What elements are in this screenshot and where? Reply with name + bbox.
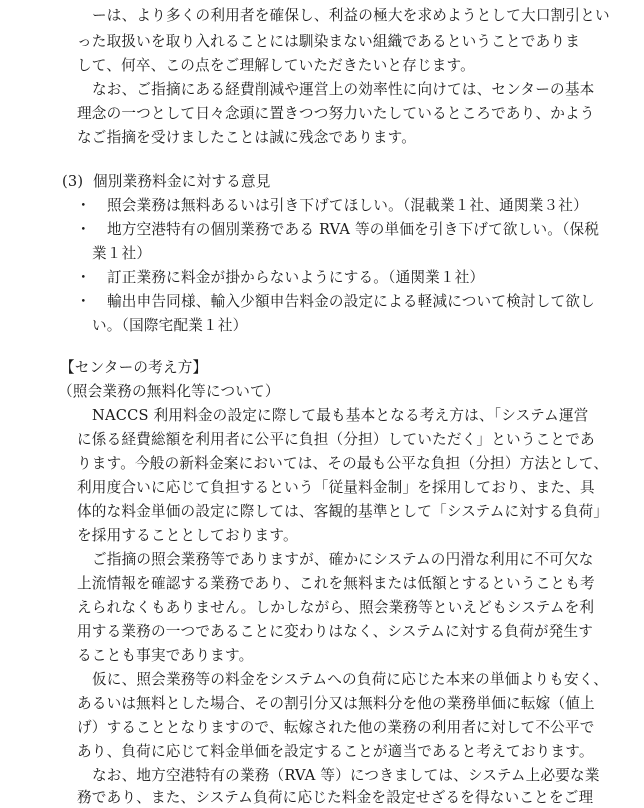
center-p2-line-2: 上流情報を確認する業務であり、これを無料または低額とするということも考: [77, 575, 595, 592]
para-nanoten-line-2: 理念の一つとして日々念頭に置きつつ努力いたしているところであり、かよう: [77, 105, 595, 122]
bullet-marker: ・: [76, 269, 91, 286]
center-p2-line-1: ご指摘の照会業務等でありますが、確かにシステムの円滑な利用に不可欠な: [92, 551, 594, 568]
center-p4-line-1: なお、地方空港特有の業務（RVA 等）につきましては、システム上必要な業: [92, 767, 600, 784]
bullet-4-line-1: 輸出申告同様、輸入少額申告料金の設定による軽減について検討して欲し: [107, 293, 595, 310]
intro-line-3: して、何卒、この点をご理解していただきたいと存じます。: [77, 57, 475, 74]
center-view-heading: 【センターの考え方】: [60, 359, 208, 376]
intro-line-1: ーは、より多くの利用者を確保し、利益の極大を求めようとして大口割引とい: [92, 7, 610, 24]
bullet-4-line-2: い。（国際宅配業１社）: [92, 317, 248, 334]
center-view-subheading: （照会業務の無料化等について）: [58, 383, 280, 400]
section-title: 個別業務料金に対する意見: [93, 173, 271, 190]
center-p2-line-3: えられなくもありません。しかしながら、照会業務等といえどもシステムを利: [77, 599, 595, 616]
center-p1-line-6: を採用することとしております。: [77, 527, 298, 544]
bullet-1-line-1: 照会業務は無料あるいは引き下げてほしい。（混載業１社、通関業３社）: [107, 197, 588, 214]
para-nanoten-line-1: なお、ご指摘にある経費削減や運営上の効率性に向けては、センターの基本: [92, 81, 595, 98]
section-number: (3): [62, 173, 84, 190]
bullet-marker: ・: [76, 197, 91, 214]
center-p1-line-4: 利用度合いに応じて負担するという「従量料金制」を採用しており、また、具: [77, 479, 595, 496]
center-p1-line-5: 体的な料金単価の設定に際しては、客観的基準として「システムに対する負荷」: [77, 503, 609, 520]
bullet-marker: ・: [76, 221, 91, 238]
center-p3-line-1: 仮に、照会業務等の料金をシステムへの負荷に応じた本来の単価よりも安く、: [92, 671, 609, 688]
center-p1-line-3: ります。今般の新料金案においては、その最も公平な負担（分担）方法として、: [77, 455, 609, 472]
intro-line-2: った取扱いを取り入れることには馴染まない組織であるということでありま: [77, 33, 580, 50]
bullet-3-line-1: 訂正業務に料金が掛からないようにする。（通関業１社）: [107, 269, 485, 286]
bullet-marker: ・: [76, 293, 91, 310]
center-p2-line-4: 用する業務の一つであることに変わりはなく、システムに対する負荷が発生す: [77, 623, 594, 640]
center-p2-line-5: ることも事実であります。: [77, 647, 254, 664]
center-p1-line-1: NACCS 利用料金の設定に際して最も基本となる考え方は、「システム運営: [92, 407, 589, 424]
center-p3-line-3: げ）することとなりますので、転嫁された他の業務の利用者に対して不公平で: [77, 719, 595, 736]
center-p3-line-4: あり、負荷に応じて料金単価を設定することが適当であると考えております。: [77, 743, 594, 760]
bullet-2-line-2: 業１社）: [92, 245, 152, 262]
center-p1-line-2: に係る経費総額を利用者に公平に負担（分担）していただく」ということであ: [77, 431, 595, 448]
bullet-2-line-1: 地方空港特有の個別業務である RVA 等の単価を引き下げて欲しい。（保税: [107, 221, 600, 238]
para-nanoten-line-3: なご指摘を受けましたことは誠に残念であります。: [77, 129, 417, 146]
center-p3-line-2: あるいは無料とした場合、その割引分又は無料分を他の業務単価に転嫁（値上: [77, 695, 595, 712]
center-p4-line-2: 務であり、また、システム負荷に応じた料金を設定せざるを得ないことをご理: [77, 789, 594, 806]
